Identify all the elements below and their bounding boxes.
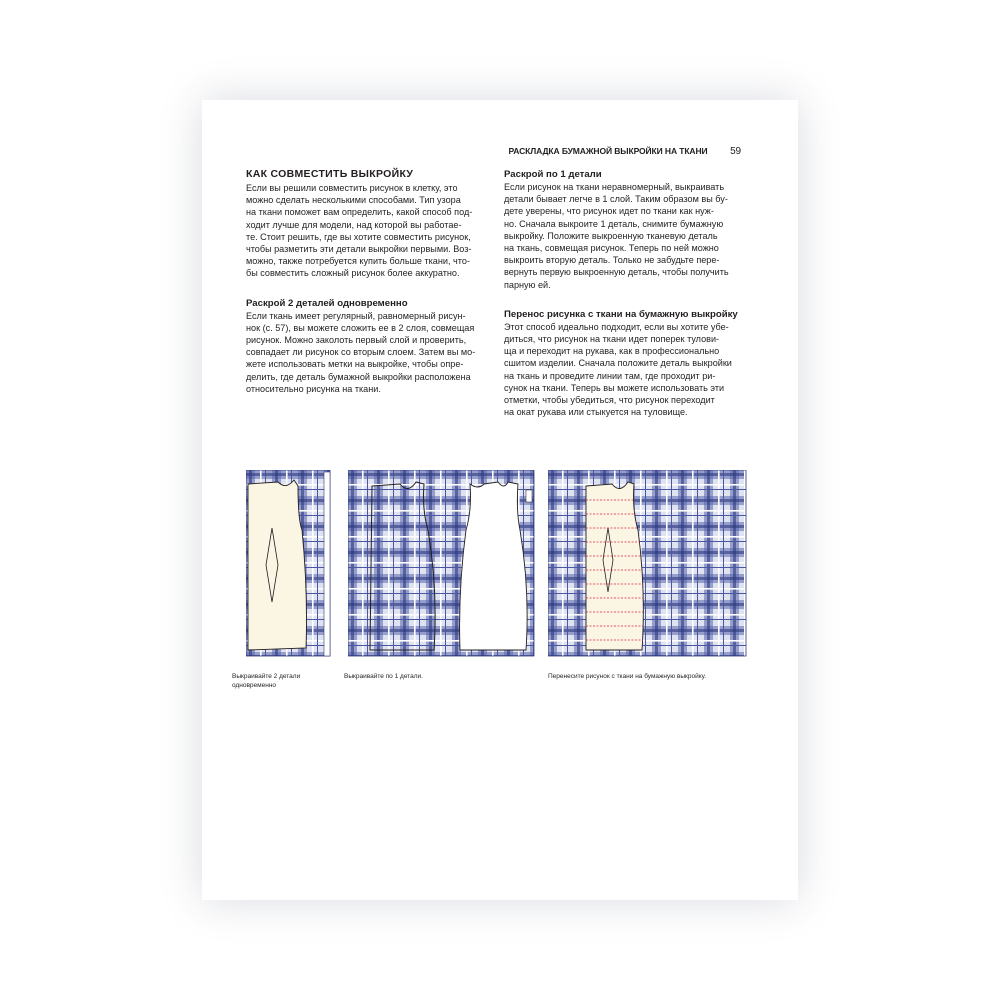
figure-single-layer [348, 470, 536, 660]
running-head: РАСКЛАДКА БУМАЖНОЙ ВЫКРОЙКИ НА ТКАНИ 59 [508, 146, 741, 157]
figure-transfer-pattern [548, 470, 748, 660]
figure-fold-two-pieces [246, 470, 334, 660]
book-page [202, 100, 798, 900]
pattern-piece-paper [248, 480, 307, 650]
one-piece-paragraph: Если рисунок на ткани неравномерный, выкраивать детали бывает легче в 1 слой. Таким образом вы бу- дете уверены, что рисунок идет по ткани как нуж- но. Сначала выкроите 1 деталь, снимите бумажную выкройку. Положите выкроенную тканевую деталь на ткань, совмещая рисунок. Теперь по ней можно выкроить вторую деталь. Только не забудьте пере- вернуть первую выкроенную деталь, чтобы получить парную ей. [504, 182, 729, 290]
transfer-paragraph: Этот способ идеально подходит, если вы хотите убе- диться, что рисунок на ткани идет поперек тулови- ща и переходит на рукава, как в профессионально сшитом изделии. Сначала положите деталь выкройки на ткань и проведите линии там, где проходит ри- сунок на ткани. Теперь вы можете использовать эти отметки, чтобы убедиться, что рисунок переходит на окат рукава или стыкуется на туловище. [504, 321, 732, 418]
subheading-two-pieces: Раскрой 2 деталей одновременно [246, 297, 408, 309]
right-column [504, 168, 738, 418]
caption-fold: Выкраивайте 2 детали одновременно [232, 673, 301, 689]
intro-paragraph: Если вы решили совместить рисунок в клетку, это можно сделать несколькими способами. Тип узора на ткани поможет вам определить, какой способ под- ходит лучше для модели, над которой вы работае- те. Стоит решить, где вы хотите совместить рисунок, чтобы разметить эти детали выкройки первыми. Воз- можно, также потребуется купить больше ткани, что- бы совместить сложный рисунок более аккуратно. [246, 183, 473, 279]
subheading-transfer: Перенос рисунка с ткани на бумажную выкройку [504, 308, 738, 320]
fabric-piece-white [460, 482, 528, 650]
section-heading: КАК СОВМЕСТИТЬ ВЫКРОЙКУ [246, 168, 414, 180]
two-pieces-paragraph: Если ткань имеет регулярный, равномерный рисун- нок (с. 57), вы можете сложить ее в 2 слоя, совмещая рисунок. Можно заколоть первый слой и проверить, совпадает ли рисунок со вторым слоем. Затем вы мо- жете использовать метки на выкройке, чтобы опре- делить, где деталь бумажной выкройки расположена относительно рисунка на ткани. [246, 310, 476, 394]
caption-transfer: Перенесите рисунок с ткани на бумажную выкройку. [548, 673, 707, 680]
caption-single: Выкраивайте по 1 детали. [344, 673, 423, 680]
left-column [246, 168, 480, 395]
subheading-one-piece: Раскрой по 1 детали [504, 169, 602, 180]
page-number: 59 [730, 146, 741, 157]
